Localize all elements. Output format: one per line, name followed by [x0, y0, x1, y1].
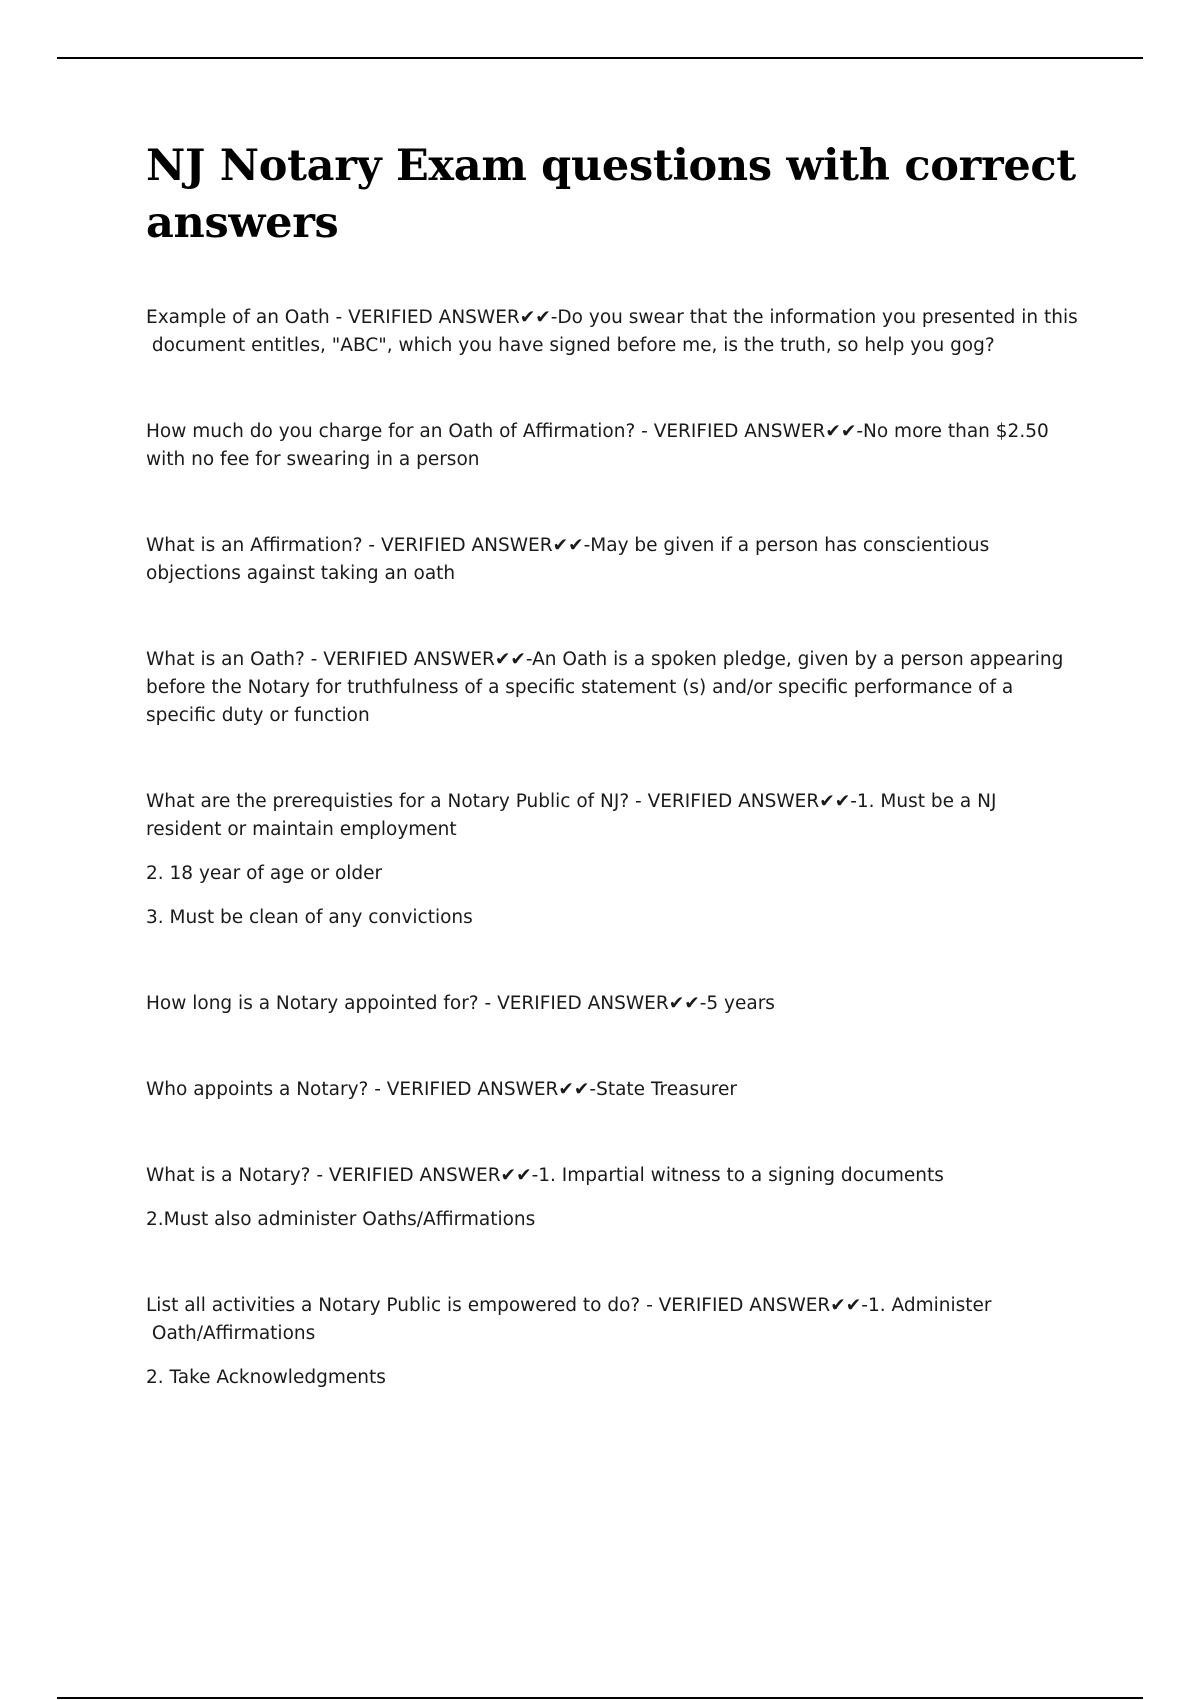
bottom-rule	[57, 1697, 1143, 1699]
qa-paragraph: 2. 18 year of age or older	[146, 863, 383, 884]
qa-paragraph: What is a Notary? - VERIFIED ANSWER✔✔-1. Impartial witness to a signing documents	[146, 1165, 944, 1186]
qa-paragraph: Example of an Oath - VERIFIED ANSWER✔✔-Do you swear that the information you presented in this document entitles, "ABC", which you have signed before me, is the truth, so help you gog?	[146, 307, 1078, 356]
qa-item	[146, 304, 1096, 360]
qa-paragraph: List all activities a Notary Public is empowered to do? - VERIFIED ANSWER✔✔-1. Administer Oath/Affirmations	[146, 1295, 992, 1344]
qa-paragraph: What is an Oath? - VERIFIED ANSWER✔✔-An Oath is a spoken pledge, given by a person appearing before the Notary for truthfulness of a specific statement (s) and/or specific performance of a specific duty or function	[146, 649, 1064, 726]
qa-item	[146, 788, 1096, 932]
qa-paragraph: 2.Must also administer Oaths/Affirmations	[146, 1209, 536, 1230]
top-rule	[57, 57, 1143, 59]
qa-item	[146, 418, 1096, 474]
document-title: NJ Notary Exam questions with correct answers	[146, 141, 1076, 248]
qa-item	[146, 1076, 1096, 1104]
qa-item	[146, 1292, 1096, 1392]
qa-paragraph: What are the prerequisties for a Notary Public of NJ? - VERIFIED ANSWER✔✔-1. Must be a NJ resident or maintain employment	[146, 791, 997, 840]
qa-paragraph: How much do you charge for an Oath of Affirmation? - VERIFIED ANSWER✔✔-No more than $2.50 with no fee for swearing in a person	[146, 421, 1049, 470]
qa-paragraph: How long is a Notary appointed for? - VERIFIED ANSWER✔✔-5 years	[146, 993, 775, 1014]
qa-paragraph: 3. Must be clean of any convictions	[146, 907, 473, 928]
qa-paragraph: 2. Take Acknowledgments	[146, 1367, 386, 1388]
qa-paragraph: Who appoints a Notary? - VERIFIED ANSWER✔✔-State Treasurer	[146, 1079, 737, 1100]
qa-item	[146, 646, 1096, 730]
qa-item	[146, 990, 1096, 1018]
qa-paragraph: What is an Affirmation? - VERIFIED ANSWER✔✔-May be given if a person has conscientious objections against taking an oath	[146, 535, 990, 584]
document-body	[146, 138, 1096, 1450]
qa-item	[146, 1162, 1096, 1234]
qa-item	[146, 532, 1096, 588]
